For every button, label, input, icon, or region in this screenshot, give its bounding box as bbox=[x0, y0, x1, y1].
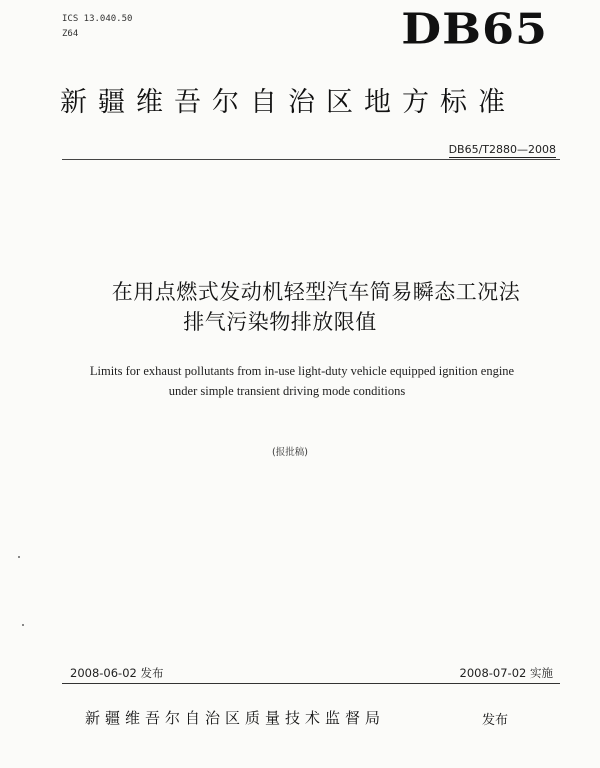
publisher-name: 新疆维吾尔自治区质量技术监督局 bbox=[85, 709, 386, 727]
bottom-divider bbox=[62, 683, 560, 684]
title-en-line2: under simple transient driving mode conditions bbox=[168, 384, 406, 398]
scan-speck bbox=[22, 624, 24, 626]
classification-codes bbox=[62, 12, 132, 42]
ccs-code: Z64 bbox=[62, 29, 79, 39]
issue-date: 2008-06-02 发布 bbox=[70, 666, 164, 680]
db65-logo: DB65 bbox=[401, 4, 548, 54]
standard-number: DB65/T2880—2008 bbox=[448, 143, 556, 156]
publish-label: 发布 bbox=[482, 713, 509, 728]
top-divider bbox=[62, 159, 560, 160]
draft-note: (报批稿) bbox=[272, 447, 308, 458]
ics-code: ICS 13.040.50 bbox=[62, 14, 133, 24]
standard-type-heading: 新疆维吾尔自治区地方标准 bbox=[60, 87, 516, 118]
title-zh-line1: 在用点燃式发动机轻型汽车简易瞬态工况法 bbox=[111, 280, 521, 304]
title-en-line1: Limits for exhaust pollutants from in-use light-duty vehicle equipped ignition engine bbox=[89, 364, 515, 378]
implementation-date: 2008-07-02 实施 bbox=[459, 666, 553, 680]
scan-speck bbox=[18, 556, 20, 558]
title-zh-line2: 排气污染物排放限值 bbox=[183, 310, 377, 334]
